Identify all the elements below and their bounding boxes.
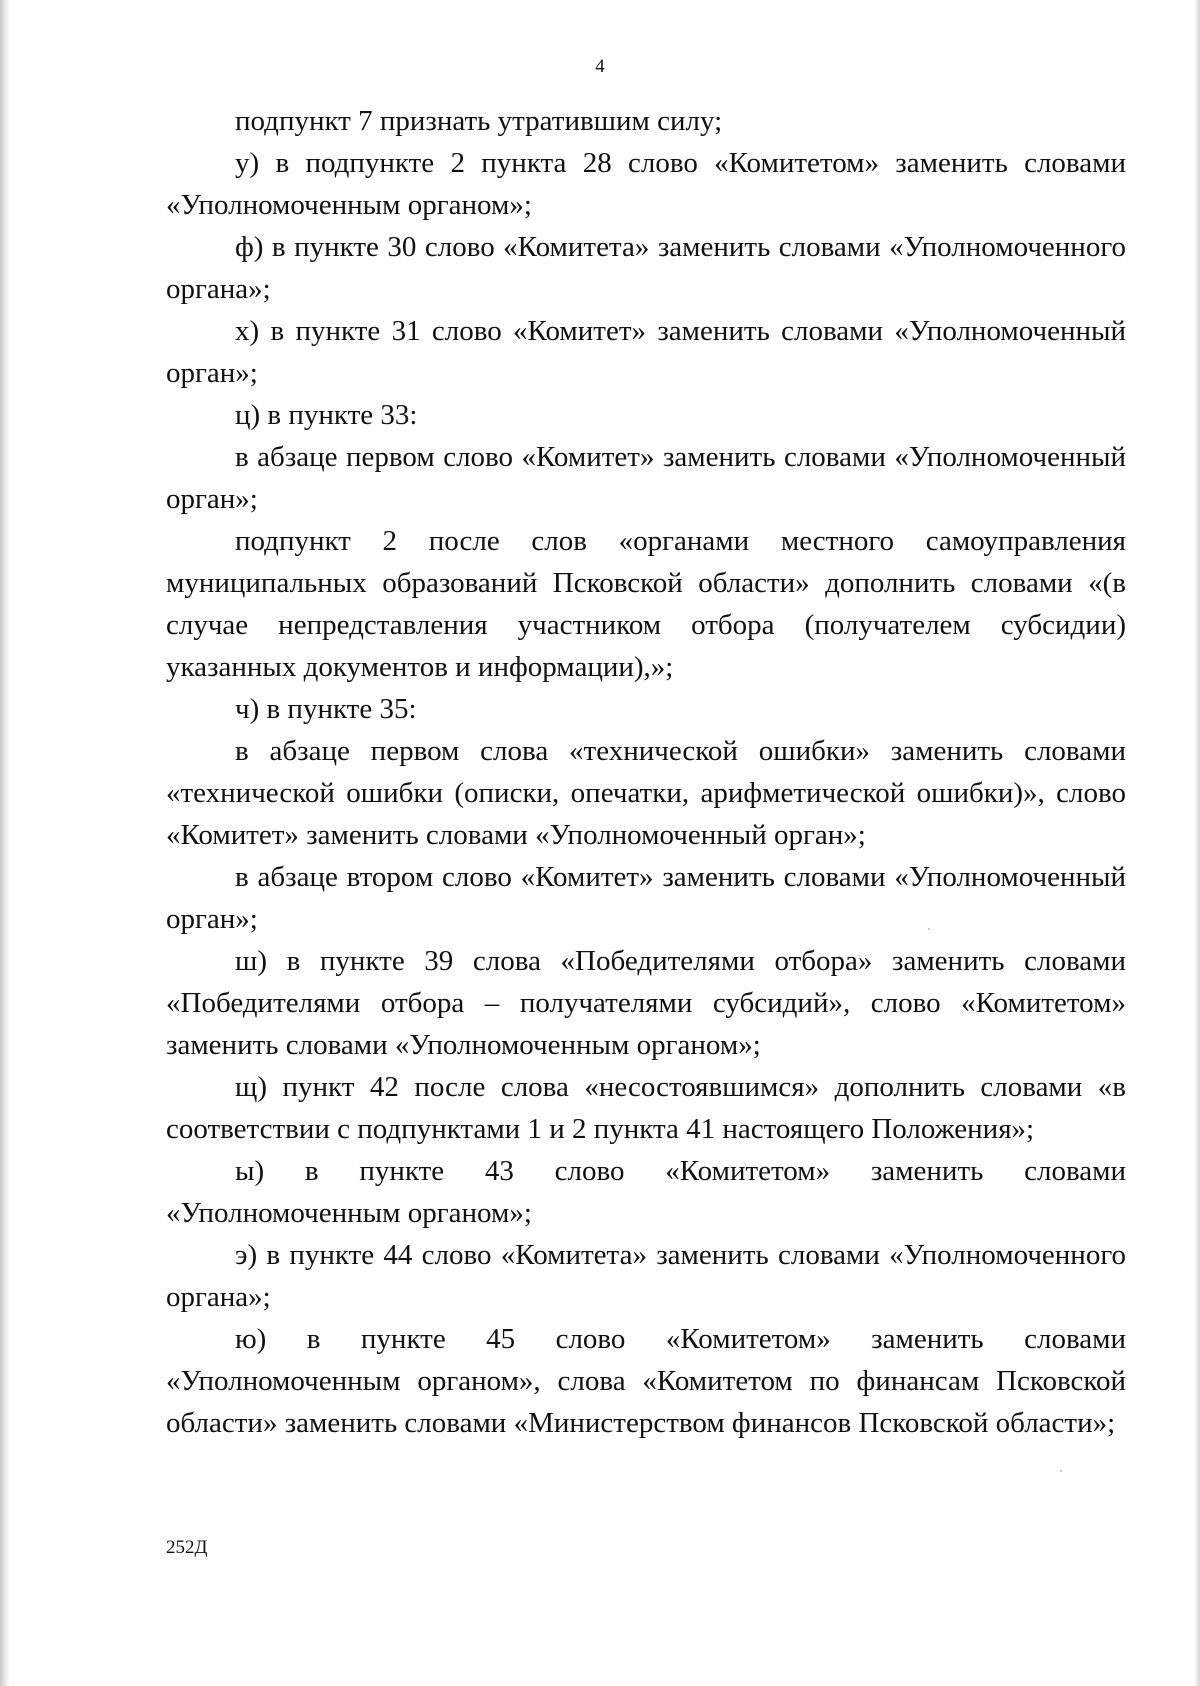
page-number: 4 — [595, 56, 605, 77]
paragraph-ch-second-abzac: в абзаце втором слово «Комитет» заменить словами «Уполномоченный орган»; — [166, 861, 1126, 935]
paragraph-repeal-subitem-7: подпункт 7 признать утратившим силу; — [235, 105, 723, 137]
paragraph-f: ф) в пункте 30 слово «Комитета» заменить словами «Уполномоченного органа»; — [166, 231, 1126, 305]
paragraph-y: ы) в пункте 43 слово «Комитетом» заменить словами «Уполномоченным органом»; — [166, 1155, 1126, 1229]
paragraph-sh: ш) в пункте 39 слова «Победителями отбора» заменить словами «Победителями отбора – получателями субсидий», слово «Комитетом» заменить словами «Уполномоченным органом»; — [166, 945, 1126, 1061]
scan-speck — [1060, 1470, 1062, 1472]
paragraph-e: э) в пункте 44 слово «Комитета» заменить словами «Уполномоченного органа»; — [166, 1239, 1126, 1313]
document-code: 252Д — [166, 1537, 208, 1558]
paragraph-ch-first-abzac: в абзаце первом слова «технической ошибки» заменить словами «технической ошибки (описки, опечатки, арифметической ошибки)», слово «Комитет» заменить словами «Уполномоченный орган»; — [166, 735, 1126, 851]
document-body — [166, 100, 1126, 1444]
paragraph-ts-first-abzac: в абзаце первом слово «Комитет» заменить словами «Уполномоченный орган»; — [166, 441, 1126, 515]
paragraph-ch: ч) в пункте 35: — [235, 693, 417, 725]
paragraph-ts-subitem-2: подпункт 2 после слов «органами местного самоуправления муниципальных образований Псковской области» дополнить словами «(в случае непредставления участником отбора (получателем субсидии) указанных документов и информации),»; — [166, 525, 1126, 683]
paragraph-ts: ц) в пункте 33: — [235, 399, 418, 431]
paragraph-shch: щ) пункт 42 после слова «несостоявшимся» дополнить словами «в соответствии с подпунктами 1 и 2 пункта 41 настоящего Положения»; — [166, 1071, 1126, 1145]
scan-edge-left — [0, 0, 10, 1686]
scan-edge-right — [1194, 0, 1200, 1686]
paragraph-u: у) в подпункте 2 пункта 28 слово «Комитетом» заменить словами «Уполномоченным органом»; — [166, 147, 1126, 221]
paragraph-kh: х) в пункте 31 слово «Комитет» заменить словами «Уполномоченный орган»; — [166, 315, 1126, 389]
paragraph-yu: ю) в пункте 45 слово «Комитетом» заменить словами «Уполномоченным органом», слова «Комитетом по финансам Псковской области» заменить словами «Министерством финансов Псковской области»; — [166, 1323, 1126, 1439]
scan-speck — [928, 928, 930, 930]
